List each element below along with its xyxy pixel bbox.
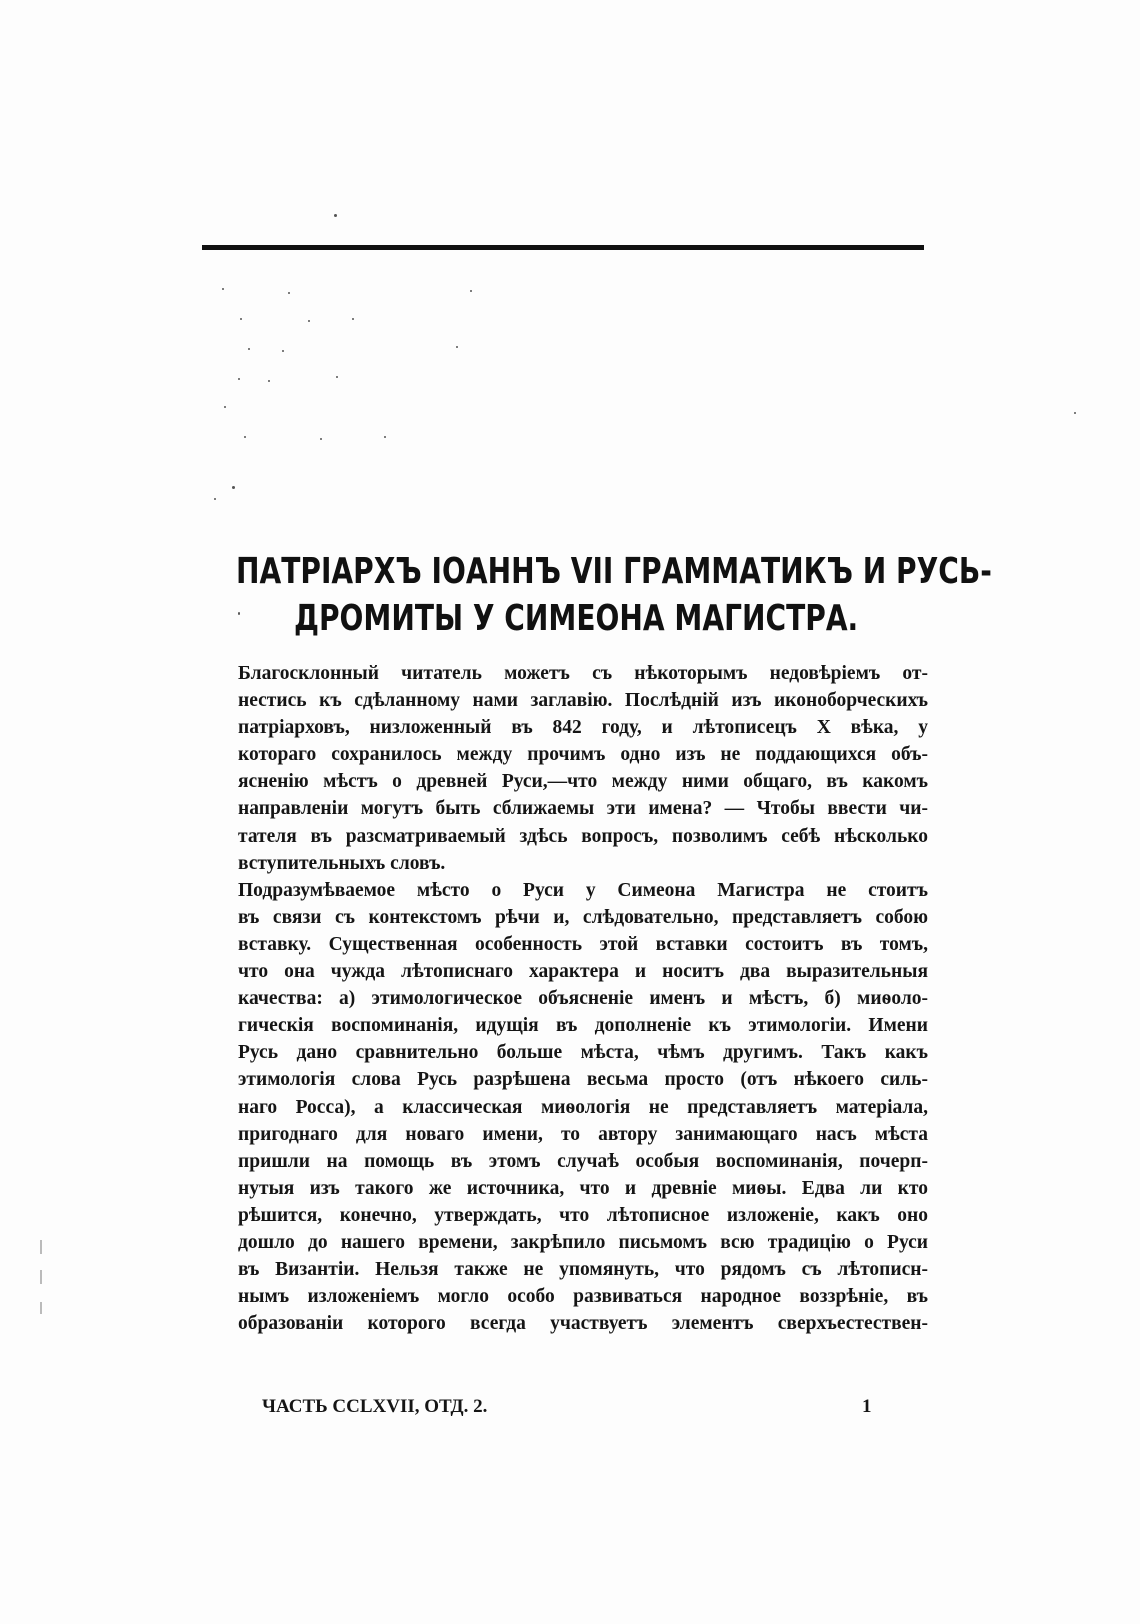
scan-speck [222, 288, 224, 290]
scan-speck [334, 214, 337, 217]
scan-speck [238, 378, 240, 380]
text-line: котораго сохранилось между прочимъ одно изъ не поддающихся объ- [238, 744, 928, 766]
text-line: пригоднаго для новаго имени, то автору занимающаго насъ мѣста [238, 1123, 928, 1145]
scan-speck [268, 380, 270, 382]
title-line: ДРОМИТЫ У СИМЕОНА МАГИСТРА. [293, 598, 859, 639]
text-line: нымъ изложеніемъ могло особо развиваться народное воззрѣніе, въ [238, 1286, 928, 1308]
scan-speck [384, 436, 386, 438]
scan-speck [470, 290, 472, 292]
text-line: этимологія слова Русь разрѣшена весьма просто (отъ нѣкоего силь- [238, 1069, 928, 1091]
scan-speck [320, 438, 322, 440]
scan-speck [214, 498, 216, 500]
scan-speck [336, 376, 338, 378]
text-line: патріарховъ, низложенный въ 842 году, и лѣтописецъ X вѣка, у [238, 717, 928, 739]
text-line: ясненію мѣстъ о древней Руси,—что между ними общаго, въ какомъ [238, 771, 928, 793]
text-line: направленіи могутъ быть сближаемы эти имена? — Чтобы ввести чи- [238, 798, 928, 820]
text-line: дошло до нашего времени, закрѣпило письмомъ всю традицію о Руси [238, 1231, 928, 1253]
margin-scan-mark [40, 1240, 42, 1254]
text-line: нутыя изъ такого же источника, что и древніе миѳы. Едва ли кто [238, 1177, 928, 1199]
scan-speck [308, 320, 310, 322]
text-line: нестись къ сдѣланному нами заглавію. Послѣдній изъ иконоборческихъ [238, 690, 928, 712]
scan-speck [282, 350, 284, 352]
title-line: ПАТРІАРХЪ ІОАННЪ VII ГРАММАТИКЪ И РУСЬ- [236, 551, 992, 592]
text-line: въ связи съ контекстомъ рѣчи и, слѣдовательно, представляетъ собою [238, 906, 928, 928]
text-line: въ Византіи. Нельзя также не упомянуть, что рядомъ съ лѣтописн- [238, 1259, 928, 1281]
text-line: рѣшится, конечно, утверждать, что лѣтописное изложеніе, какъ оно [238, 1204, 928, 1226]
margin-scan-mark [40, 1270, 42, 1284]
text-line: вставку. Существенная особенность этой вставки состоитъ въ томъ, [238, 933, 928, 955]
article-title [236, 548, 992, 642]
text-line: образованіи которого всегда участвуетъ элементъ сверхъестествен- [238, 1313, 928, 1335]
text-line: пришли на помощь въ этомъ случаѣ особыя воспоминанія, почерп- [238, 1150, 928, 1172]
text-line: вступительныхъ словъ. [238, 852, 446, 874]
scan-speck [456, 346, 458, 348]
scan-speck [248, 348, 250, 350]
paragraph [238, 660, 928, 877]
scan-speck [240, 318, 242, 320]
article-body [238, 660, 928, 1337]
page-number: 1 [862, 1396, 872, 1417]
text-line: наго Росса), а классическая миѳологія не представляетъ матеріала, [238, 1096, 928, 1118]
scan-speck [224, 406, 226, 408]
text-line: Русь дано сравнительно больше мѣста, чѣмъ другимъ. Такъ какъ [238, 1042, 928, 1064]
text-line: Подразумѣваемое мѣсто о Руси у Симеона Магистра не стоитъ [238, 879, 928, 901]
text-line: Благосклонный читатель можетъ съ нѣкоторымъ недовѣріемъ от- [238, 663, 928, 684]
paragraph [238, 877, 928, 1338]
signature-mark: ЧАСТЬ CCLXVII, ОТД. 2. [262, 1396, 488, 1417]
scan-speck [244, 436, 246, 438]
scan-speck [352, 318, 354, 320]
text-line: что она чужда лѣтописнаго характера и носитъ два выразительныя [238, 961, 928, 983]
text-line: гическія воспоминанія, идущія въ дополненіе къ этимологіи. Имени [238, 1015, 928, 1037]
scan-speck [288, 292, 290, 294]
text-line: тателя въ разсматриваемый здѣсь вопросъ, позволимъ себѣ нѣсколько [238, 825, 928, 847]
scan-speck [232, 486, 235, 489]
header-rule [202, 245, 924, 250]
text-line: качества: а) этимологическое объясненіе именъ и мѣстъ, б) миѳоло- [238, 988, 928, 1010]
scan-speck [1074, 412, 1076, 414]
margin-scan-mark [40, 1302, 42, 1314]
